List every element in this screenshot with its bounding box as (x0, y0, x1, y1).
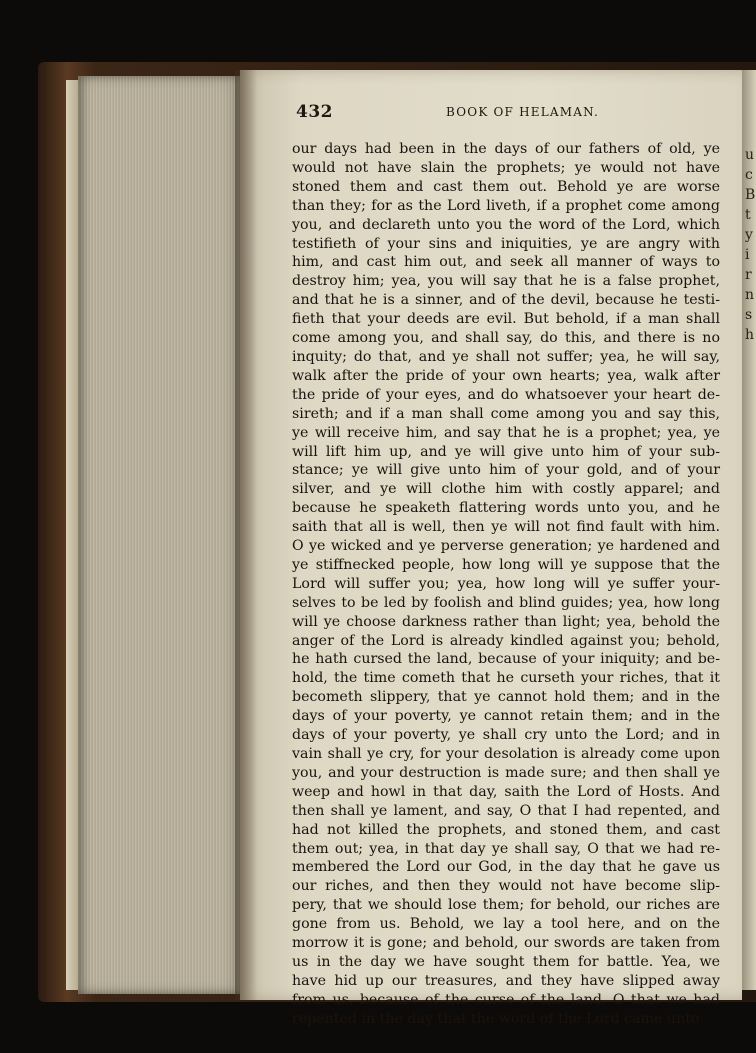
facing-page-letter: y (745, 227, 753, 243)
text-line: O ye wicked and ye perverse generation; ye hardened and (292, 538, 720, 555)
text-line: come among you, and shall say, do this, and there is no (292, 330, 720, 347)
text-line: repented in the day that the word of the Lord came unto (292, 1010, 700, 1027)
text-line: inquity; do that, and ye shall not suffer; yea, he will say, (292, 348, 720, 365)
text-line: will ye choose darkness rather than light; yea, behold the (292, 613, 720, 630)
text-line: you, and declareth unto you the word of the Lord, which (292, 216, 720, 233)
text-line: Lord will suffer you; yea, how long will ye suffer your- (292, 575, 720, 592)
facing-page-letter: c (745, 167, 753, 183)
text-line: destroy him; yea, you will say that he is a false prophet, (292, 273, 720, 290)
text-line: gone from us. Behold, we lay a tool here, and on the (292, 916, 720, 933)
text-line: have hid up our treasures, and they have slipped away (292, 972, 720, 989)
facing-page-letter: B (745, 187, 755, 203)
text-line: days of your poverty, ye cannot retain them; and in the (292, 708, 720, 725)
facing-page-letter: r (745, 267, 752, 283)
text-line: him, and cast him out, and seek all manner of ways to (292, 254, 720, 271)
text-line: morrow it is gone; and behold, our swords are taken from (292, 935, 720, 952)
text-line: sireth; and if a man shall come among you and say this, (292, 405, 720, 422)
text-line: then shall ye lament, and say, O that I had repented, and (292, 802, 720, 819)
text-line: us in the day we have sought them for battle. Yea, we (292, 953, 720, 970)
facing-page-fragments (745, 145, 755, 345)
text-line: than they; for as the Lord liveth, if a prophet come among (292, 197, 720, 214)
text-line: weep and howl in that day, saith the Lord of Hosts. And (292, 783, 720, 800)
book-gutter (235, 70, 257, 1000)
text-line: he hath cursed the land, because of your iniquity; and be- (292, 651, 720, 668)
text-line: stance; ye will give unto him of your gold, and of your (292, 462, 720, 479)
text-line: from us, because of the curse of the land. O that we had (292, 991, 720, 1008)
text-line: our days had been in the days of our fathers of old, ye (292, 141, 720, 157)
text-line: them out; yea, in that day ye shall say, O that we had re- (292, 840, 720, 857)
text-line: stoned them and cast them out. Behold ye are worse (292, 178, 720, 195)
page-block-edges (78, 76, 243, 994)
text-line: will lift him up, and ye will give unto him of your sub- (292, 443, 720, 460)
text-line: becometh slippery, that ye cannot hold them; and in the (292, 689, 720, 706)
text-line: would not have slain the prophets; ye would not have (292, 159, 720, 176)
text-line: and that he is a sinner, and of the devil, because he testi- (292, 292, 720, 309)
facing-page-letter: s (745, 307, 753, 323)
text-line: vain shall ye cry, for your desolation is already come upon (292, 746, 720, 762)
text-line: because he speaketh flattering words unto you, and he (292, 500, 720, 517)
text-line: ye stiffnecked people, how long will ye suppose that the (292, 556, 720, 573)
text-line: anger of the Lord is already kindled against you; behold, (292, 632, 720, 649)
text-line: saith that all is well, then ye will not find fault with him. (292, 519, 720, 536)
facing-page-letter: h (745, 327, 755, 343)
text-line: had not killed the prophets, and stoned them, and cast (292, 821, 720, 838)
text-line: our riches, and then they would not have become slip- (292, 878, 720, 895)
text-line: membered the Lord our God, in the day that he gave us (292, 859, 720, 876)
page-header (296, 102, 716, 122)
text-line: fieth that your deeds are evil. But behold, if a man shall (292, 311, 720, 328)
text-line: you, and your destruction is made sure; and then shall ye (292, 764, 720, 781)
text-line: ye will receive him, and say that he is a prophet; yea, ye (292, 424, 720, 441)
text-line: silver, and ye will clothe him with costly apparel; and (292, 481, 720, 498)
text-line: days of your poverty, ye shall cry unto the Lord; and in (292, 727, 720, 744)
facing-page-letter: u (745, 147, 755, 163)
text-line: walk after the pride of your own hearts; yea, walk after (292, 367, 720, 384)
facing-page-letter: n (745, 287, 755, 303)
page-number: 432 (296, 102, 333, 122)
page-body-text (292, 140, 720, 1029)
text-line: selves to be led by foolish and blind guides; yea, how long (292, 594, 720, 611)
text-line: hold, the time cometh that he curseth your riches, that it (292, 670, 720, 687)
text-line: testifieth of your sins and iniquities, ye are angry with (292, 235, 720, 252)
facing-page-letter: i (745, 247, 750, 263)
facing-page-letter: t (745, 207, 751, 223)
text-line: pery, that we should lose them; for behold, our riches are (292, 897, 720, 914)
text-line: the pride of your eyes, and do whatsoever your heart de- (292, 386, 720, 403)
running-head: BOOK OF HELAMAN. (446, 105, 600, 119)
